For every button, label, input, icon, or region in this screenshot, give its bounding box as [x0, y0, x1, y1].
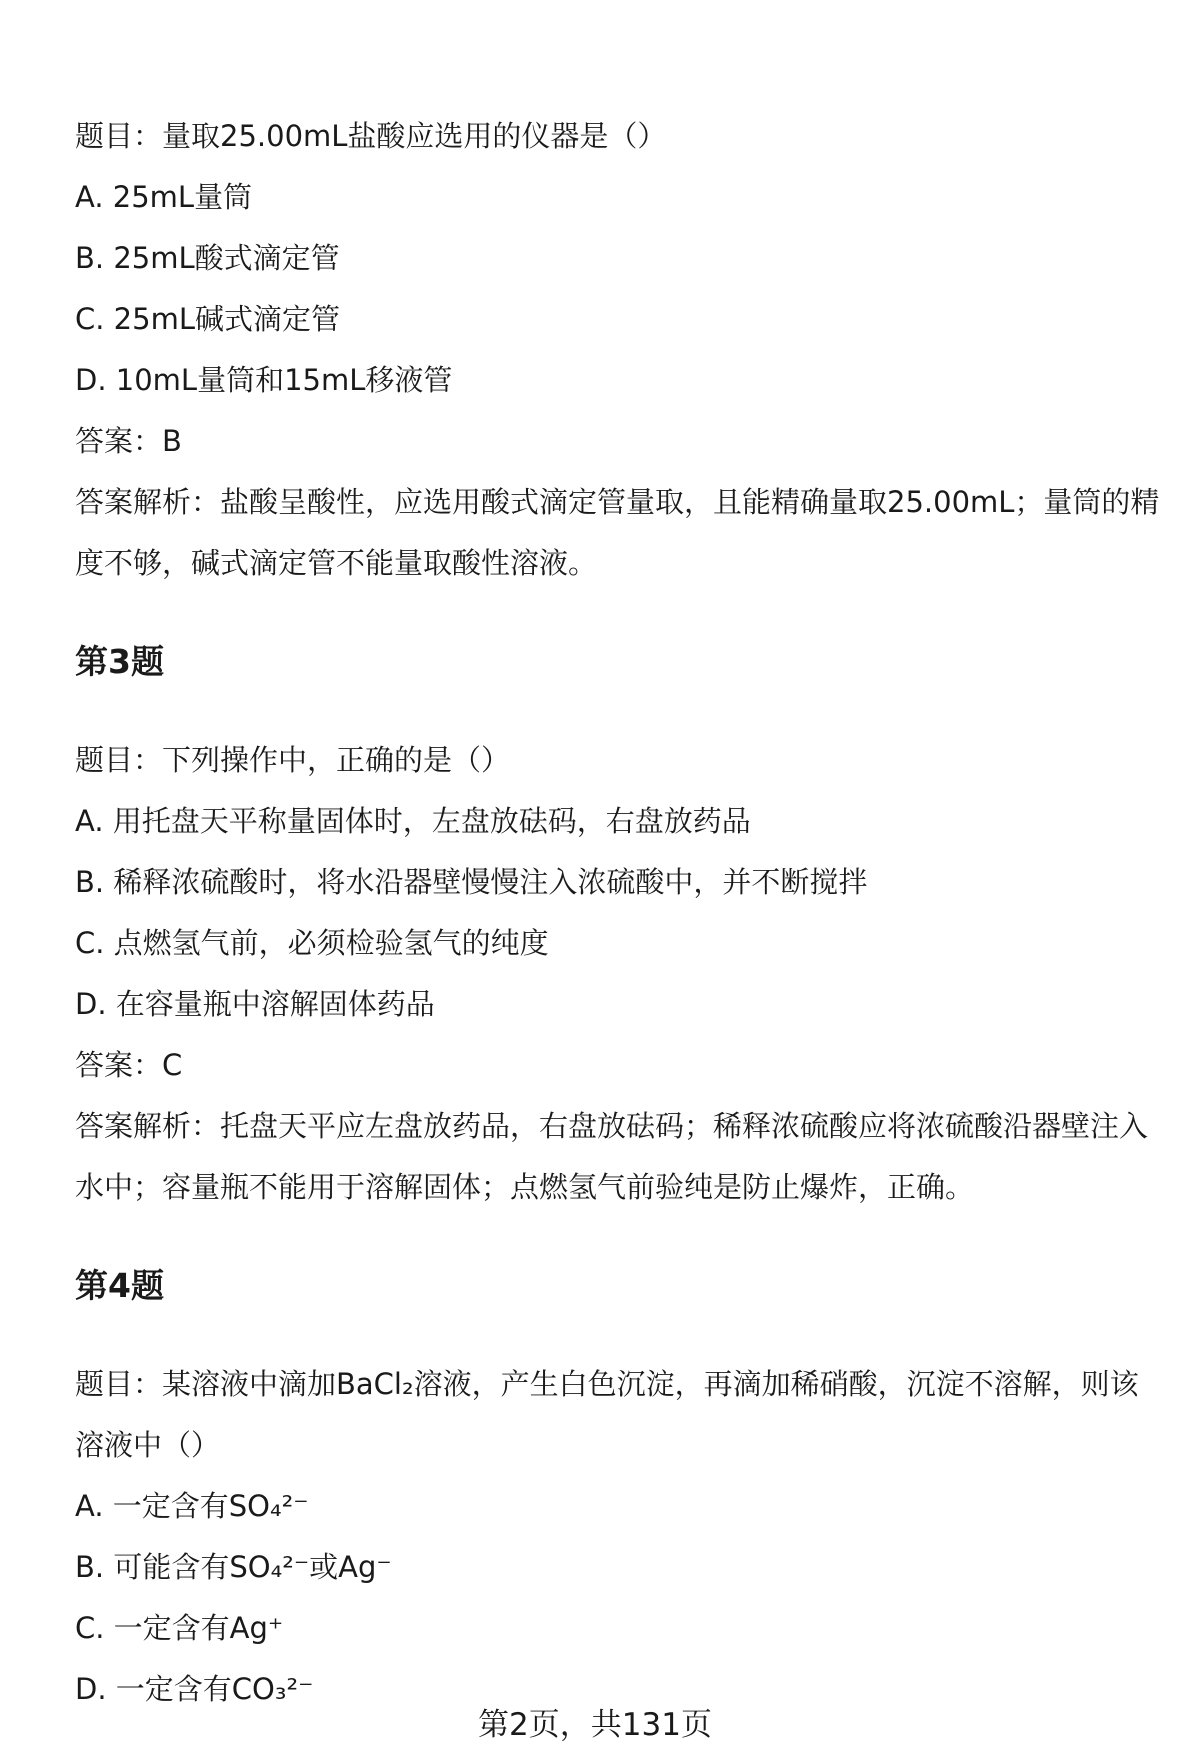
q2-option-c: C. 25mL碱式滴定管 [75, 302, 340, 336]
q2-option-a: A. 25mL量筒 [75, 180, 253, 214]
page-content [75, 106, 1160, 1720]
q3-answer: 答案：C [75, 1048, 183, 1082]
q2-analysis: 答案解析：盐酸呈酸性，应选用酸式滴定管量取，且能精确量取25.00mL；量筒的精度不够，碱式滴定管不能量取酸性溶液。 [75, 485, 1160, 580]
q3-analysis: 答案解析：托盘天平应左盘放药品，右盘放砝码；稀释浓硫酸应将浓硫酸沿器壁注入水中；容量瓶不能用于溶解固体；点燃氢气前验纯是防止爆炸，正确。 [75, 1109, 1149, 1204]
q3-option-a: A. 用托盘天平称量固体时，左盘放砝码，右盘放药品 [75, 804, 751, 838]
q2-option-b: B. 25mL酸式滴定管 [75, 241, 340, 275]
q4-question: 题目：某溶液中滴加BaCl₂溶液，产生白色沉淀，再滴加稀硝酸，沉淀不溶解，则该溶液中（） [75, 1367, 1139, 1462]
q2-question: 题目：量取25.00mL盐酸应选用的仪器是（） [75, 119, 667, 153]
q4-option-b: B. 可能含有SO₄²⁻或Ag⁻ [75, 1550, 392, 1584]
page-number-footer: 第2页，共131页 [478, 1707, 712, 1743]
q2-answer: 答案：B [75, 424, 182, 458]
q4-option-a: A. 一定含有SO₄²⁻ [75, 1489, 309, 1523]
q4-option-d: D. 一定含有CO₃²⁻ [75, 1672, 314, 1706]
q4-option-c: C. 一定含有Ag⁺ [75, 1611, 284, 1645]
q3-question: 题目：下列操作中，正确的是（） [75, 743, 511, 777]
q3-option-d: D. 在容量瓶中溶解固体药品 [75, 987, 435, 1021]
q2-option-d: D. 10mL量筒和15mL移液管 [75, 363, 453, 397]
q3-option-c: C. 点燃氢气前，必须检验氢气的纯度 [75, 926, 549, 960]
q4-heading: 第4题 [75, 1266, 164, 1305]
q3-heading: 第3题 [75, 642, 164, 681]
q3-option-b: B. 稀释浓硫酸时，将水沿器壁慢慢注入浓硫酸中，并不断搅拌 [75, 865, 868, 899]
